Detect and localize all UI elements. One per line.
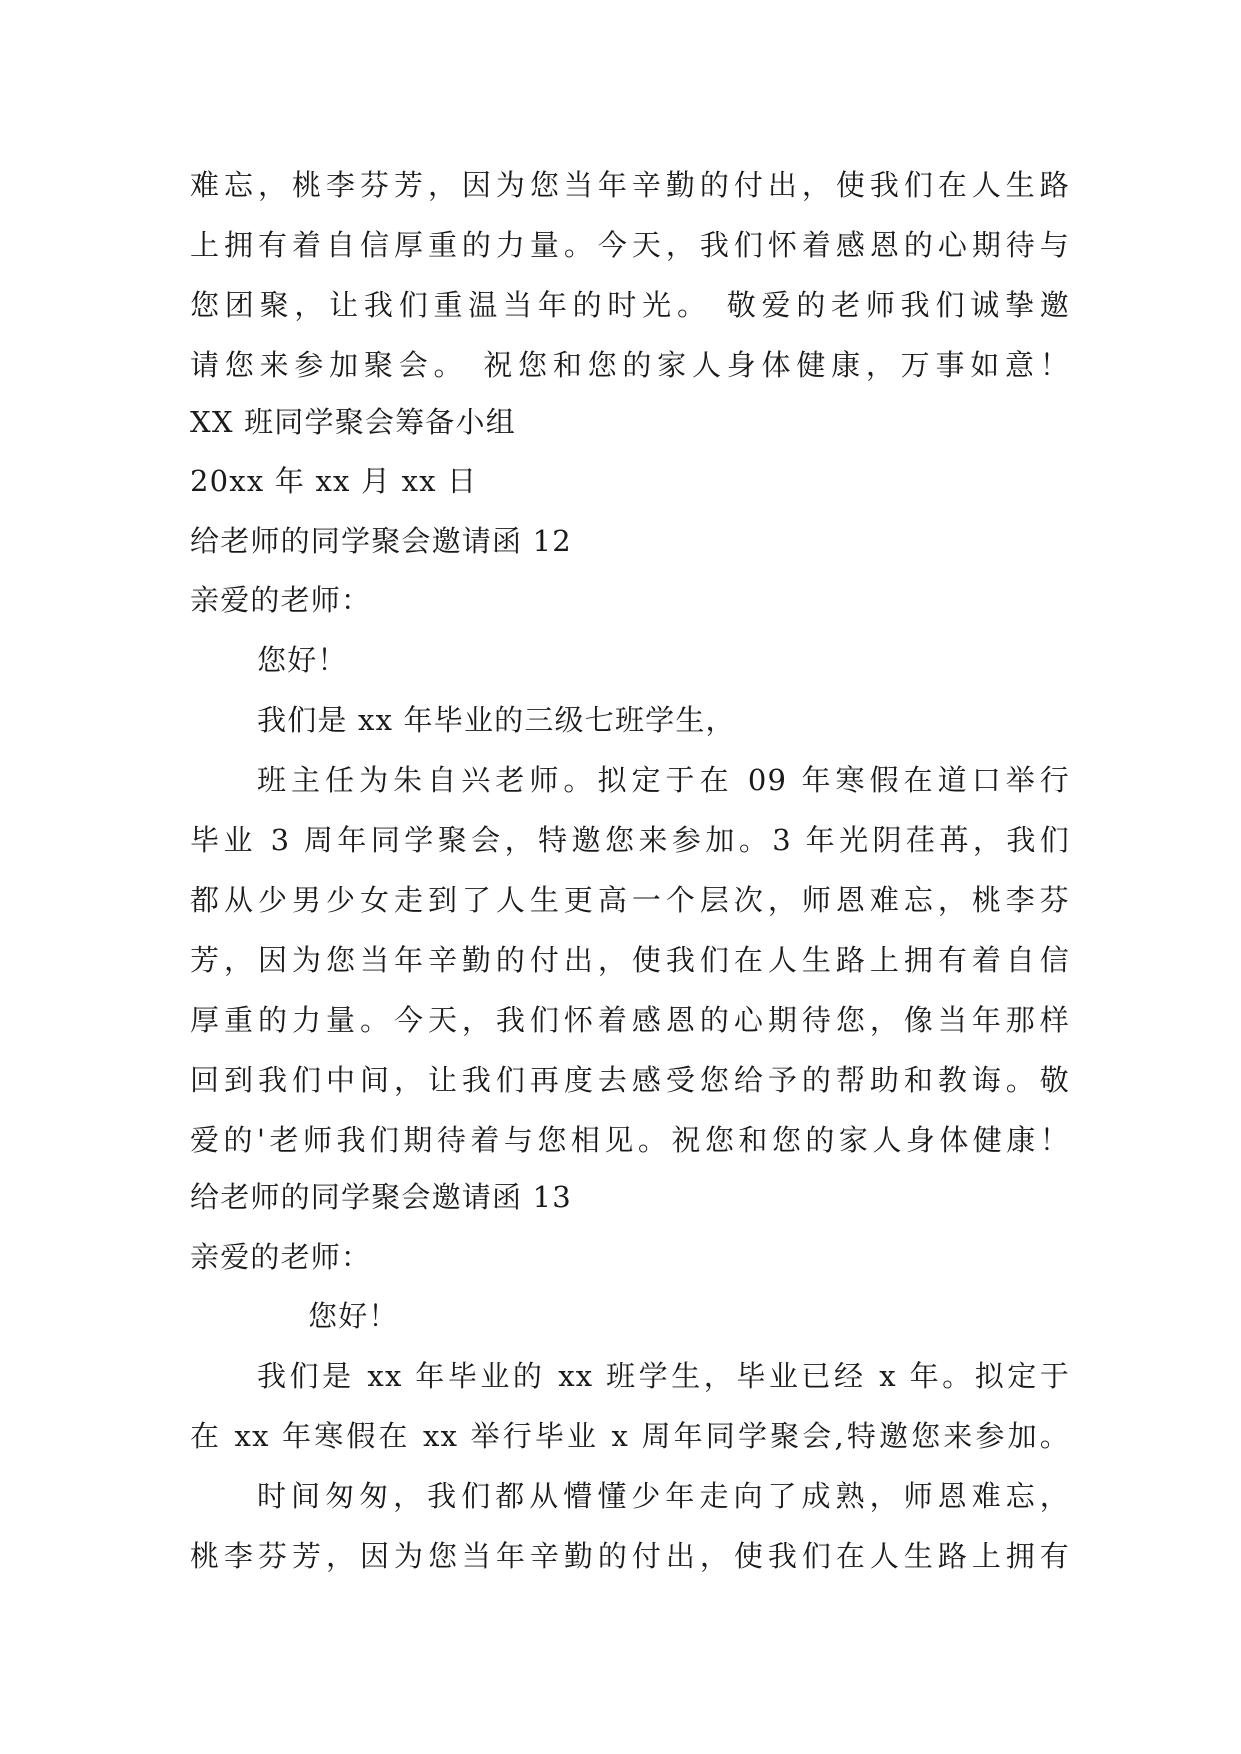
greeting: 您好！ bbox=[308, 1299, 399, 1333]
body-text-line: 您团聚，让我们重温当年的时光。 敬爱的老师我们诚挚邀 bbox=[190, 288, 1070, 322]
body-text-line: 我们是 xx 年毕业的三级七班学生， bbox=[257, 703, 736, 737]
body-text-line: 桃李芬芳，因为您当年辛勤的付出，使我们在人生路上拥有 bbox=[190, 1539, 1070, 1573]
body-text-line: 在 xx 年寒假在 xx 举行毕业 x 周年同学聚会,特邀您来参加。 bbox=[190, 1419, 1070, 1453]
body-text-line: 时间匆匆，我们都从懵懂少年走向了成熟，师恩难忘， bbox=[257, 1479, 1070, 1513]
salutation: 亲爱的老师： bbox=[190, 583, 372, 617]
body-text-line: 芳，因为您当年辛勤的付出，使我们在人生路上拥有着自信 bbox=[190, 943, 1070, 977]
section-title: 给老师的同学聚会邀请函 12 bbox=[190, 524, 572, 558]
body-text-line: 毕业 3 周年同学聚会，特邀您来参加。3 年光阴荏苒，我们 bbox=[190, 823, 1070, 857]
signature-date: 20xx 年 xx 月 xx 日 bbox=[190, 464, 478, 498]
body-text-line: 都从少男少女走到了人生更高一个层次，师恩难忘，桃李芬 bbox=[190, 883, 1070, 917]
body-text-line: 上拥有着自信厚重的力量。今天，我们怀着感恩的心期待与 bbox=[190, 228, 1070, 262]
salutation: 亲爱的老师： bbox=[190, 1240, 372, 1274]
body-text-line: 回到我们中间，让我们再度去感受您给予的帮助和教诲。敬 bbox=[190, 1063, 1070, 1097]
body-text-line: 请您来参加聚会。 祝您和您的家人身体健康，万事如意！ bbox=[190, 348, 1070, 382]
greeting: 您好！ bbox=[257, 643, 348, 677]
body-text-line: 爱的'老师我们期待着与您相见。祝您和您的家人身体健康！ bbox=[190, 1123, 1070, 1157]
organizer-signature: XX 班同学聚会筹备小组 bbox=[190, 405, 516, 439]
body-text-line: 班主任为朱自兴老师。拟定于在 09 年寒假在道口举行 bbox=[257, 763, 1070, 797]
section-title: 给老师的同学聚会邀请函 13 bbox=[190, 1180, 572, 1214]
body-text-line: 我们是 xx 年毕业的 xx 班学生，毕业已经 x 年。拟定于 bbox=[257, 1359, 1070, 1393]
body-text-line: 难忘，桃李芬芳，因为您当年辛勤的付出，使我们在人生路 bbox=[190, 168, 1070, 202]
body-text-line: 厚重的力量。今天，我们怀着感恩的心期待您，像当年那样 bbox=[190, 1003, 1070, 1037]
